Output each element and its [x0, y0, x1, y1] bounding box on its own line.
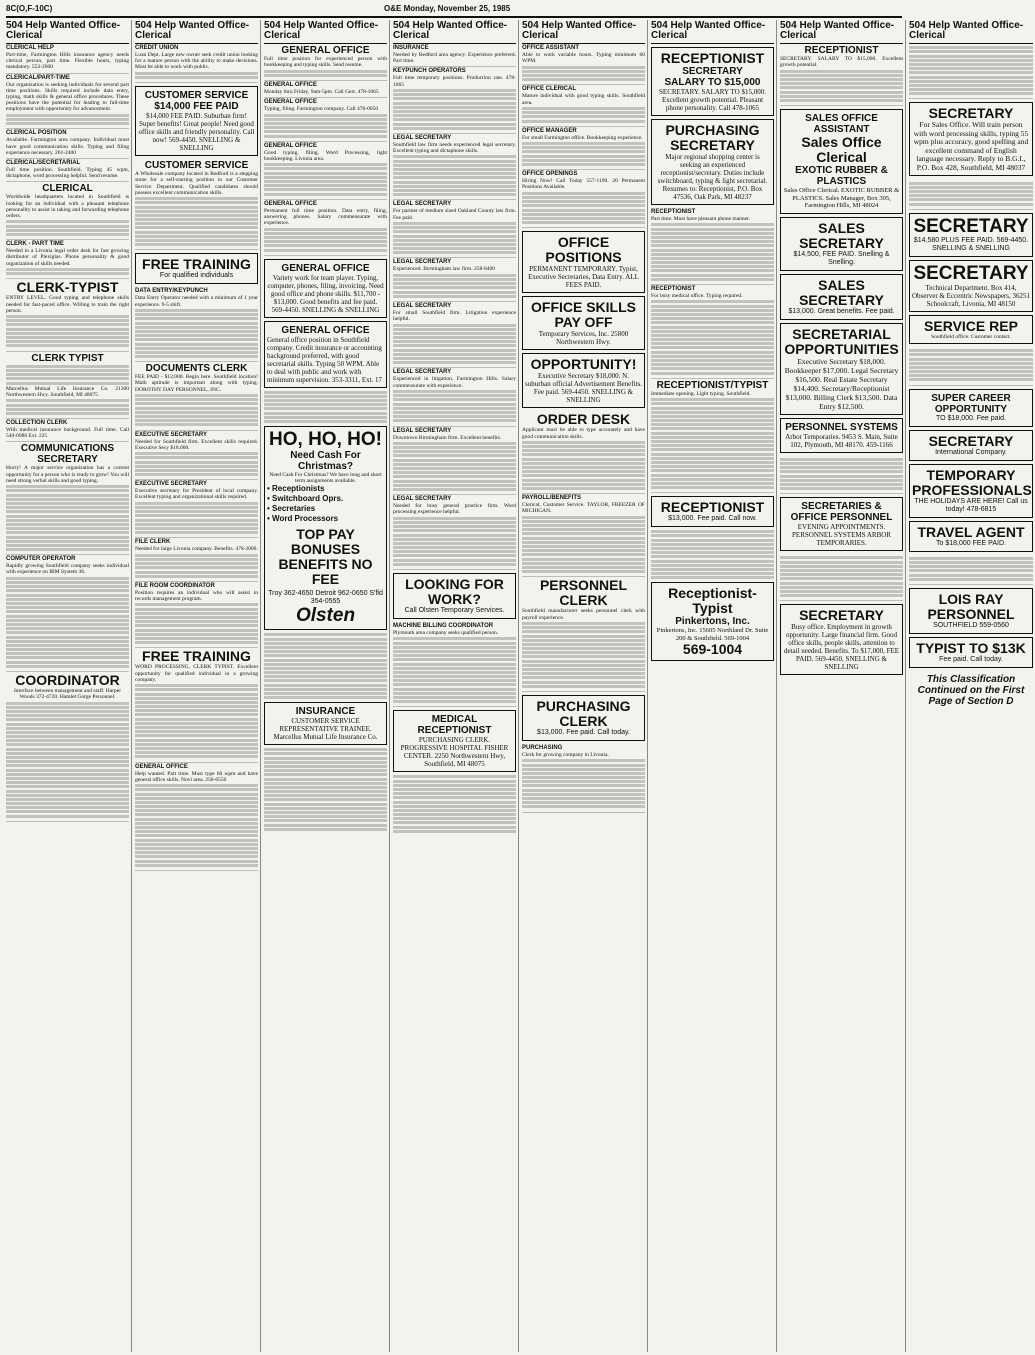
- ad-text: SECRETARY. SALARY TO $15,000. Excellent growth potential. Pleasant phone personality. Call 478-1065: [659, 88, 766, 112]
- ad-text: THE HOLIDAYS ARE HERE! Call us today! 478-6815: [914, 497, 1028, 513]
- classified-ad: [909, 179, 1033, 209]
- classified-ad: [6, 182, 129, 240]
- classified-ad: [909, 555, 1033, 585]
- role-label: Word Processors: [272, 514, 339, 524]
- classified-ad: [522, 494, 645, 577]
- ad-text: Call Olsten Temporary Services.: [404, 607, 505, 614]
- ad-text: Busy office. Employment in growth opportunity. Large financial firm. Good office skills, people skills, attention to detail needed. Benefits. To $17,000, FEE PAID. 569-4450. SNELLING & SNELLING: [783, 623, 900, 672]
- classified-ad: [393, 495, 516, 570]
- ad-text: PERMANENT TEMPORARY. Typist, Executive Secretaries, Data Entry. ALL FEES PAID.: [528, 265, 639, 290]
- super-career-display-ad: [909, 389, 1033, 427]
- insurance-display-ad: [264, 702, 387, 745]
- ad-heading: SALES OFFICE ASSISTANT: [805, 113, 878, 136]
- classified-ad: [393, 258, 516, 302]
- ad-heading: DATA ENTRY/KEYPUNCH: [135, 288, 208, 295]
- ad-heading: RECEPTIONIST: [660, 499, 765, 516]
- ad-text: $13,000. Fee paid. Call now.: [668, 515, 757, 523]
- purchasing-clerk-display-ad: [522, 695, 645, 741]
- pinkertons-display-ad: [651, 582, 774, 661]
- ad-heading: COORDINATOR: [15, 672, 120, 688]
- receptionist-13000-display-ad: [651, 496, 774, 527]
- display-sub: Need Cash For Christmas?: [290, 450, 361, 473]
- classified-ad: [393, 622, 516, 707]
- general-office-display-ad-2: [264, 321, 387, 388]
- section-heading: 504 Help Wanted Office-Clerical: [909, 20, 1033, 44]
- display-company: EXOTIC RUBBER & PLASTICS: [795, 165, 888, 188]
- ad-heading: DOCUMENTS CLERK: [145, 363, 248, 375]
- classified-ad: [393, 427, 516, 496]
- customer-service-display-ad: [135, 86, 258, 156]
- ad-heading: PURCHASING SECRETARY: [665, 122, 760, 153]
- ad-text: Clerk for growing company in Livonia.: [522, 751, 609, 758]
- ad-heading: OPPORTUNITY!: [530, 356, 637, 373]
- ad-heading: GENERAL OFFICE: [281, 262, 370, 274]
- ad-heading: KEYPUNCH OPERATORS: [393, 68, 466, 75]
- ad-heading: PURCHASING CLERK: [536, 697, 631, 729]
- classified-ad: [6, 240, 129, 279]
- ad-text: Monday thru Friday, 9am-5pm. Call Gert. 478-1065: [264, 88, 379, 95]
- ad-text: PURCHASING CLERK. PROGRESSIVE HOSPITAL FISHER CENTER. 2250 Northwestern Hwy, Southfield, MI 48075: [400, 736, 509, 769]
- ad-text: For Sales Office. Will train person with word processing skills, typing 55 wpm plus accuracy, good spelling and excellent command of English language necessary. Reply to B.G.I., P.O. Box 428, Southfield, MI 48037: [913, 120, 1029, 172]
- ad-heading: INSURANCE: [295, 706, 356, 718]
- ad-heading: RECEPTIONIST/TYPIST: [656, 379, 769, 391]
- ad-heading: LOOKING FOR WORK?: [405, 576, 504, 607]
- ad-text: Executive Secretary $18,000. Bookkeeper $17,000. Legal Secretary $16,500. Real Estate Secretary $14,400. Secretary/Receptionist $13,000. Billing Clerk $13,500. Data Entry $12,500.: [784, 356, 899, 411]
- ad-text: Temporary Services, Inc. 25800 Northwestern Hwy.: [538, 330, 629, 347]
- column-1: [6, 20, 132, 1352]
- classified-ad: [522, 411, 645, 494]
- ad-heading: PERSONNEL CLERK: [539, 577, 628, 609]
- classified-ad: [6, 129, 129, 159]
- ad-heading: INSURANCE: [393, 45, 429, 51]
- role-item: • Secretaries: [267, 504, 316, 514]
- ad-text: Position requires an individual who will assist in records management program.: [135, 589, 258, 603]
- column-3: [264, 20, 390, 1352]
- classified-ad: [264, 81, 387, 98]
- classified-ad: [6, 279, 129, 351]
- ad-text: To $18,000 FEE PAID.: [936, 539, 1006, 547]
- classified-ad: [135, 159, 258, 250]
- ad-text: Full time position for experienced person with bookkeeping and typing skills. Send resume.: [264, 56, 387, 69]
- ad-text: A Wholesale company located in Redford is a stepping stone for a self-starting position in our Customer Service Department. Qualified candidates should possess excellent communication skills.: [135, 171, 258, 196]
- role-item: • Word Processors: [267, 514, 339, 524]
- continued-text: This Classification Continued on the First Page of Section D: [917, 673, 1025, 707]
- display-title: Sales Office Clerical: [801, 134, 882, 166]
- ad-text: Technical Department. Box 414, Observer & Eccentric Newspapers, 36251 Schoolcraft, Livonia, MI 48150: [912, 283, 1030, 308]
- classified-ad: [6, 44, 129, 74]
- classified-ad: [522, 744, 645, 813]
- ad-heading: SUPER CAREER OPPORTUNITY: [931, 392, 1011, 415]
- ad-text: Downtown Birmingham firm. Excellent benefits.: [393, 434, 502, 441]
- classified-ad: [393, 200, 516, 258]
- classified-ad: [522, 577, 645, 692]
- ad-heading: PERSONNEL SYSTEMS: [785, 421, 898, 433]
- opportunity-display-ad: [522, 353, 645, 408]
- classified-ad: [135, 582, 258, 648]
- ad-text: Loan Dept. Large new owner seek credit union looking for a mature person with the ability to make decisions. Must be able to work with public.: [135, 52, 258, 71]
- ad-text: $14,500, FEE PAID. Snelling & Snelling.: [793, 250, 890, 266]
- ad-heading: TRAVEL AGENT: [917, 523, 1025, 540]
- ad-heading: SECRETARY: [913, 262, 1029, 284]
- ad-text: $14,000 FEE PAID. Suburban firm! Super benefits! Great people! Need good office skills and friendly personality. Call now! 569-4450. SNELLING & SNELLING: [138, 112, 255, 153]
- ad-text: SECRETARY. SALARY TO $15,000. Excellent growth potential.: [780, 56, 903, 69]
- ad-text: General office position in Southfield company. Credit insurance or accounting background preferred, with good secretarial skills. Typing 50 WPM. Able to deal with public and work with minimum supervision. 353-3311, Ext. 17: [267, 335, 383, 384]
- classified-ad: [264, 98, 387, 142]
- display-title: HO, HO, HO!: [269, 429, 382, 451]
- ad-text: Variety work for team player. Typing, computer, phones, filing, invoicing. Need good office and phone skills. $11,700 - $13,000. Good benefits and fee paid. 569-4450. SNELLING & SNELLING: [267, 273, 384, 314]
- classified-ad: [135, 763, 258, 871]
- ad-text: Southfield office. Customer contact.: [931, 333, 1011, 340]
- hospital-display-ad: [393, 710, 516, 772]
- ad-text: Executive Secretary $18,000. N. suburban official Advertisement Benefits. Fee paid. 569-4450. SNELLING & SNELLING: [525, 372, 642, 405]
- classified-ad: [522, 85, 645, 126]
- ad-heading: RECEPTIONIST: [651, 209, 696, 215]
- ad-text: Help wanted. Part time. Must type 60 wpm and have general office skills. Novi area. 256-6550: [135, 770, 258, 783]
- folio-left: 8C(O,F-10C): [6, 4, 53, 13]
- role-label: Switchboard Oprs.: [272, 494, 344, 504]
- ad-text: Good typing, filing, Word Processing, light bookkeeping. Livonia area.: [264, 149, 387, 162]
- ad-heading: SECRETARY: [913, 215, 1029, 237]
- ad-heading: SERVICE REP: [924, 317, 1018, 334]
- secretary-fee-paid-display-ad: [909, 213, 1033, 257]
- free-training-display-ad: [135, 253, 258, 284]
- section-heading: 504 Help Wanted Office-Clerical: [780, 20, 903, 44]
- display-place: SOUTHFIELD 559-0560: [933, 621, 1009, 629]
- lois-ray-display-ad: [909, 588, 1033, 634]
- office-skills-display-ad: [522, 296, 645, 350]
- ad-heading: LEGAL SECRETARY: [393, 201, 452, 208]
- ad-text: Marcellus Mutual Life Insurance Co. 21300 Northwestern Hwy. Southfield, MI 48075: [6, 385, 129, 398]
- ad-heading: CLERICAL: [42, 183, 93, 195]
- ad-text: Our organization is seeking individuals for several part time positions. Skills required include data entry, typing, math skills & general office procedures. These positions have the potential for leading to full-time employment with opportunity for advancement.: [6, 81, 129, 113]
- ad-text: Part-time, Farmington Hills insurance agency needs clerical person, part time. Flexible hours, typing mandatory. 553-2000: [6, 52, 129, 71]
- classified-ad: [651, 379, 774, 494]
- continued-notice: [909, 671, 1033, 710]
- olsten-display-ad: [264, 426, 387, 630]
- secretarial-opportunities-display-ad: [780, 323, 903, 415]
- classified-ad: [6, 672, 129, 822]
- role-label: Secretaries: [272, 504, 316, 514]
- classified-ad: [522, 44, 645, 85]
- classified-ad: [264, 200, 387, 256]
- ad-heading: SECRETARY: [928, 105, 1014, 122]
- classified-ad: [393, 44, 516, 67]
- ad-text: FEE PAID - $12,000. Begin here. Southfield location! Math aptitude is important along with typing. DOROTHY DAY PERSONNEL, INC.: [135, 374, 258, 393]
- ad-text: Worldwide headquarters located in Southfield is looking for an individual with a pleasant telephone personality to assist in taking and forwarding telephone orders.: [6, 194, 129, 219]
- ad-text: Fee paid. Call today.: [939, 655, 1003, 663]
- ad-text: Able to work variable hours. Typing minimum 60 WPM.: [522, 52, 645, 65]
- classified-ad: [135, 480, 258, 538]
- display-company: Pinkertons, Inc.: [675, 616, 750, 628]
- ad-text: Need Cash For Christmas? We have long and short term assignments available.: [269, 472, 382, 485]
- ad-heading: GENERAL OFFICE: [264, 200, 317, 207]
- ad-heading: CREDIT UNION: [135, 45, 179, 51]
- ad-heading: CUSTOMER SERVICE: [144, 160, 249, 172]
- classified-ad: [135, 648, 258, 762]
- ad-heading: RECEPTIONIST: [804, 45, 879, 56]
- looking-for-work-display-ad: [393, 573, 516, 619]
- ad-heading: LEGAL SECRETARY: [393, 134, 452, 141]
- ad-text: Mature individual with good typing skills. Southfield area.: [522, 93, 645, 106]
- ad-text: Southfield law firm needs experienced legal secretary. Excellent typing and dictaphone skills.: [393, 141, 516, 155]
- section-heading: 504 Help Wanted Office-Clerical: [135, 20, 258, 44]
- classified-ad: [264, 142, 387, 200]
- ad-heading: RECEPTIONIST: [651, 286, 696, 293]
- classified-ad: [393, 67, 516, 133]
- secretaries-office-personnel-display-ad: [780, 497, 903, 551]
- ad-heading: SECRETARIES & OFFICE PERSONNEL: [790, 501, 893, 524]
- classified-columns: [6, 20, 1032, 1352]
- folio-date: O&E Monday, November 25, 1985: [384, 4, 511, 13]
- ad-text: ENTRY LEVEL. Good typing and telephone skills needed for fast-paced office. Willing to train the right person.: [6, 295, 129, 314]
- ad-heading: CLERK - PART TIME: [6, 241, 64, 248]
- ad-heading: SALES SECRETARY: [799, 219, 884, 251]
- display-salary: SALARY TO $15,000: [664, 77, 761, 88]
- section-heading: 504 Help Wanted Office-Clerical: [651, 20, 774, 44]
- column-6: [651, 20, 777, 1352]
- ad-heading: OFFICE OPENINGS: [522, 171, 578, 178]
- section-heading: 504 Help Wanted Office-Clerical: [6, 20, 129, 44]
- display-bonus: TOP PAY BONUSES BENEFITS NO FEE: [278, 526, 373, 588]
- ad-heading: EXECUTIVE SECRETARY: [135, 431, 208, 438]
- sales-secretary-display-ad: [780, 217, 903, 271]
- ad-text: International Company.: [935, 448, 1007, 456]
- classified-ad: [6, 74, 129, 130]
- classified-ad: [393, 368, 516, 426]
- ad-heading: CLERICAL/PART-TIME: [6, 74, 70, 81]
- ad-text: Part time. Must have pleasant phone manner.: [651, 216, 750, 222]
- display-title: LOIS RAY PERSONNEL: [927, 590, 1015, 622]
- classified-ad: [6, 419, 129, 442]
- ad-text: Plymouth area company seeks qualified person.: [393, 630, 499, 636]
- display-phone: 569-1004: [682, 641, 743, 658]
- classified-ad: [651, 285, 774, 379]
- display-line: For qualified individuals: [159, 272, 234, 280]
- classified-ad: [522, 127, 645, 171]
- ad-heading: CLERICAL/SECRETARIAL: [6, 159, 81, 166]
- ad-heading: GENERAL OFFICE: [281, 324, 370, 336]
- ad-text: Experienced in litigation. Farmington Hills. Salary commensurate with experience.: [393, 376, 516, 389]
- ad-text: Executive secretary for President of local company. Excellent typing and organizational skills required.: [135, 488, 258, 501]
- classified-ad: [6, 159, 129, 182]
- brand-logo: Olsten: [295, 605, 356, 627]
- ad-text: EVENING APPOINTMENTS. PERSONNEL SYSTEMS ARBOR TEMPORARIES.: [792, 523, 891, 548]
- ad-heading: MEDICAL RECEPTIONIST: [417, 714, 492, 737]
- ad-heading: OFFICE MANAGER: [522, 127, 577, 134]
- display-title: CUSTOMER SERVICE: [144, 90, 249, 102]
- classified-ad: [393, 302, 516, 368]
- sales-secretary-13000-display-ad: [780, 274, 903, 320]
- ad-heading: SALES SECRETARY: [799, 276, 884, 308]
- ad-text: Full time temporary positions. Production rate. 478-1065: [393, 75, 516, 88]
- ad-text: Applicant must be able to type accurately and have good communication skills.: [522, 427, 645, 440]
- ad-text: Sales Office Clerical. EXOTIC RUBBER & PLASTICS. Sales Manager, Box 395, Farmington Hills, MI 48024: [783, 187, 900, 210]
- display-title: FREE TRAINING: [142, 256, 251, 273]
- ad-heading: MACHINE BILLING COORDINATOR: [393, 623, 494, 629]
- secretary-international-display-ad: [909, 430, 1033, 461]
- ad-heading: LEGAL SECRETARY: [393, 369, 452, 376]
- ad-text: Needed for busy general practice firm. Word processing experience helpful.: [393, 503, 516, 516]
- ad-text: For partner of medium sized Oakland County law firm. Fee paid.: [393, 208, 516, 221]
- typist-display-ad: [909, 637, 1033, 668]
- ad-text: Major regional shopping center is seeking an experienced receptionist/secretary. Duties include switchboard, typing & light secretarial. Resumes to: Receptionist, P.O. Box 47536, Oak Park, MI 48237: [657, 153, 768, 201]
- page-folio: [6, 4, 902, 18]
- ad-text: Data Entry Operator needed with a minimum of 1 year experience. 9-5 shift.: [135, 295, 258, 308]
- classified-ad: [393, 134, 516, 200]
- ad-heading: PURCHASING: [522, 744, 563, 751]
- ad-heading: TEMPORARY PROFESSIONALS: [912, 466, 1032, 498]
- column-8: [909, 20, 1035, 1352]
- ad-text: Full time position. Southfield. Typing 45 wpm, dictaphone, word processing helpful. Send resume.: [6, 166, 129, 180]
- ad-text: With medical insurance background. Full time. Call 540-0986 Ext. 225: [6, 427, 129, 440]
- ad-heading: GENERAL OFFICE: [135, 763, 188, 770]
- ad-heading: COMMUNICATIONS SECRETARY: [20, 443, 115, 466]
- classified-ad: [651, 208, 774, 285]
- ad-heading: CLERICAL POSITION: [6, 130, 67, 137]
- general-office-display-ad: [264, 259, 387, 318]
- classified-ad: [780, 554, 903, 601]
- display-sub: SECRETARY: [682, 66, 743, 77]
- display-title: Receptionist-Typist: [668, 585, 757, 617]
- display-title: RECEPTIONIST: [660, 50, 765, 66]
- ad-heading: ORDER DESK: [536, 411, 631, 428]
- ad-heading: PAYROLL/BENEFITS: [522, 495, 582, 502]
- column-7: [780, 20, 906, 1352]
- ad-heading: EXECUTIVE SECRETARY: [135, 481, 208, 488]
- ad-heading: GENERAL OFFICE: [264, 142, 317, 149]
- office-positions-display-ad: [522, 231, 645, 293]
- ad-text: Clerical, Customer Service. TAYLOR, FREEZER OF MICHIGAN.: [522, 502, 645, 515]
- ad-heading: CLERK TYPIST: [31, 352, 104, 364]
- ad-heading: COLLECTION CLERK: [6, 420, 68, 427]
- receptionist-display-ad: [651, 47, 774, 116]
- classified-ad: [522, 170, 645, 228]
- secretary-snelling-display-ad: [780, 604, 903, 675]
- ad-text: Available. Farmington area company. Individual must have good communication skills. Typing and filing experience necessary. 261-2400: [6, 137, 129, 156]
- ad-text: $13,000. Fee paid. Call today.: [537, 728, 630, 736]
- classified-ad: [135, 538, 258, 582]
- ad-text: For small Southfield firm. Litigation experience helpful.: [393, 309, 516, 323]
- section-heading: 504 Help Wanted Office-Clerical: [393, 20, 516, 44]
- secretary-technical-display-ad: [909, 260, 1033, 312]
- classified-ad: [135, 431, 258, 481]
- travel-agent-display-ad: [909, 521, 1033, 552]
- purchasing-secretary-display-ad: [651, 119, 774, 205]
- ad-heading: OFFICE SKILLS PAY OFF: [531, 299, 636, 331]
- ad-text: $14,580 PLUS FEE PAID. 569-4450. SNELLING & SNELLING: [913, 236, 1029, 252]
- secretary-sales-display-ad: [909, 102, 1033, 176]
- ad-heading: OFFICE ASSISTANT: [522, 45, 579, 51]
- section-heading: 504 Help Wanted Office-Clerical: [264, 20, 387, 44]
- display-phones: Troy 362-4650 Detroit 962-0650 S'fld 354-0555: [268, 590, 383, 606]
- ad-heading: OFFICE POSITIONS: [545, 234, 622, 266]
- ad-text: Pinkertons, Inc. 15605 Northland Dr. Suite 200 & Southfield. 569-1004: [656, 627, 769, 642]
- column-4: [393, 20, 519, 1352]
- ad-text: Experienced. Birmingham law firm. 258-8400: [393, 266, 496, 273]
- ad-text: CUSTOMER SERVICE REPRESENTATIVE TRAINEE. Marcellus Mutual Life Insurance Co.: [273, 717, 378, 742]
- role-item: • Switchboard Oprs.: [267, 494, 344, 504]
- ad-heading: SECRETARY: [799, 607, 884, 624]
- ad-text: TO $18,000. Fee paid.: [936, 414, 1006, 422]
- ad-text: Immediate opening. Light typing. Southfield.: [651, 390, 751, 397]
- display-salary: $14,000 FEE PAID: [154, 101, 239, 113]
- ad-heading: FREE TRAINING: [142, 648, 251, 665]
- classified-ad: [6, 555, 129, 672]
- ad-heading: GENERAL OFFICE: [264, 99, 317, 106]
- classified-ad: [135, 287, 258, 362]
- ad-text: Interface between management and staff. Harper Woods 372-4720. Hamlet Gorge Personnel.: [13, 688, 122, 701]
- personnel-systems-display-ad: [780, 418, 903, 453]
- ad-text: For busy medical office. Typing required.: [651, 293, 743, 300]
- ad-text: Southfield manufacturer seeks personnel clerk with payroll experience.: [522, 608, 645, 621]
- classified-ad: [6, 352, 129, 419]
- ad-heading: FILE ROOM COORDINATOR: [135, 582, 215, 589]
- ad-text: Rapidly growing Southfield company seeks individual with experience on IBM System 36.: [6, 563, 129, 576]
- ad-heading: TYPIST TO $13K: [916, 639, 1026, 656]
- sales-office-display-ad: [780, 109, 903, 214]
- ad-text: Typing, filing. Farmington company. Call 476-0050: [264, 106, 379, 113]
- ad-text: Needed for large Livonia company. Benefits. 478-2000.: [135, 546, 258, 553]
- ad-text: For small Farmington office. Bookkeeping experience.: [522, 134, 643, 141]
- role-label: Receptionists: [272, 484, 325, 494]
- classified-ad: [6, 442, 129, 555]
- classified-ad: [264, 44, 387, 81]
- ad-text: Permanent full time position. Data entry, filing, answering phones. Salary commensurate with experience.: [264, 207, 387, 227]
- ad-heading: LEGAL SECRETARY: [393, 259, 452, 266]
- classified-ad: [909, 347, 1033, 386]
- classified-ad: [135, 362, 258, 430]
- ad-heading: LEGAL SECRETARY: [393, 302, 452, 309]
- classified-ad: [909, 44, 1033, 99]
- service-rep-display-ad: [909, 315, 1033, 344]
- ad-text: Needed by Redford area agency. Experience preferred. Part time.: [393, 52, 516, 65]
- column-2: [135, 20, 261, 1352]
- ad-text: Needed in a Livonia legal order desk for fast growing distributor of Plexiglas. Phone personality & good organization of skills needed.: [6, 248, 129, 267]
- classified-ad: [135, 44, 258, 83]
- ad-text: Hurry! A major service organization has a current opportunity for a person who is ready to grow! You will need strong verbal skills and good typing.: [6, 465, 129, 484]
- ad-heading: OFFICE CLERICAL: [522, 86, 576, 93]
- ad-heading: FILE CLERK: [135, 539, 171, 546]
- ad-heading: GENERAL OFFICE: [264, 81, 317, 88]
- classified-ad: [780, 44, 903, 106]
- ad-text: WORD PROCESSING, CLERK TYPIST. Excellent opportunity for qualified individual in a growing company.: [135, 664, 258, 683]
- ad-heading: SECRETARIAL OPPORTUNITIES: [784, 325, 899, 357]
- classified-ad: [780, 456, 903, 495]
- ad-heading: SECRETARY: [928, 432, 1014, 449]
- role-item: • Receptionists: [267, 484, 325, 494]
- ad-text: Hiring Now! Call Today 557-1190. 20 Permanent Positions Available.: [522, 178, 645, 191]
- section-heading: 504 Help Wanted Office-Clerical: [522, 20, 645, 44]
- ad-heading: CLERICAL HELP: [6, 45, 54, 51]
- column-5: [522, 20, 648, 1352]
- temporary-professionals-display-ad: [909, 464, 1033, 518]
- ad-text: $13,000. Great benefits. Fee paid.: [788, 307, 895, 315]
- ad-heading: GENERAL OFFICE: [281, 45, 370, 56]
- ad-heading: COMPUTER OPERATOR: [6, 556, 76, 563]
- ad-text: Arbor Temporaries. 9453 S. Main, Suite 102, Plymouth, MI 48170. 459-1166: [785, 432, 898, 449]
- ad-heading: LEGAL SECRETARY: [393, 496, 452, 503]
- ad-heading: LEGAL SECRETARY: [393, 427, 452, 434]
- ad-text: Needed for Southfield firm. Excellent skills required. Executive Secy $18,000.: [135, 438, 258, 451]
- ad-heading: CLERK-TYPIST: [16, 279, 119, 296]
